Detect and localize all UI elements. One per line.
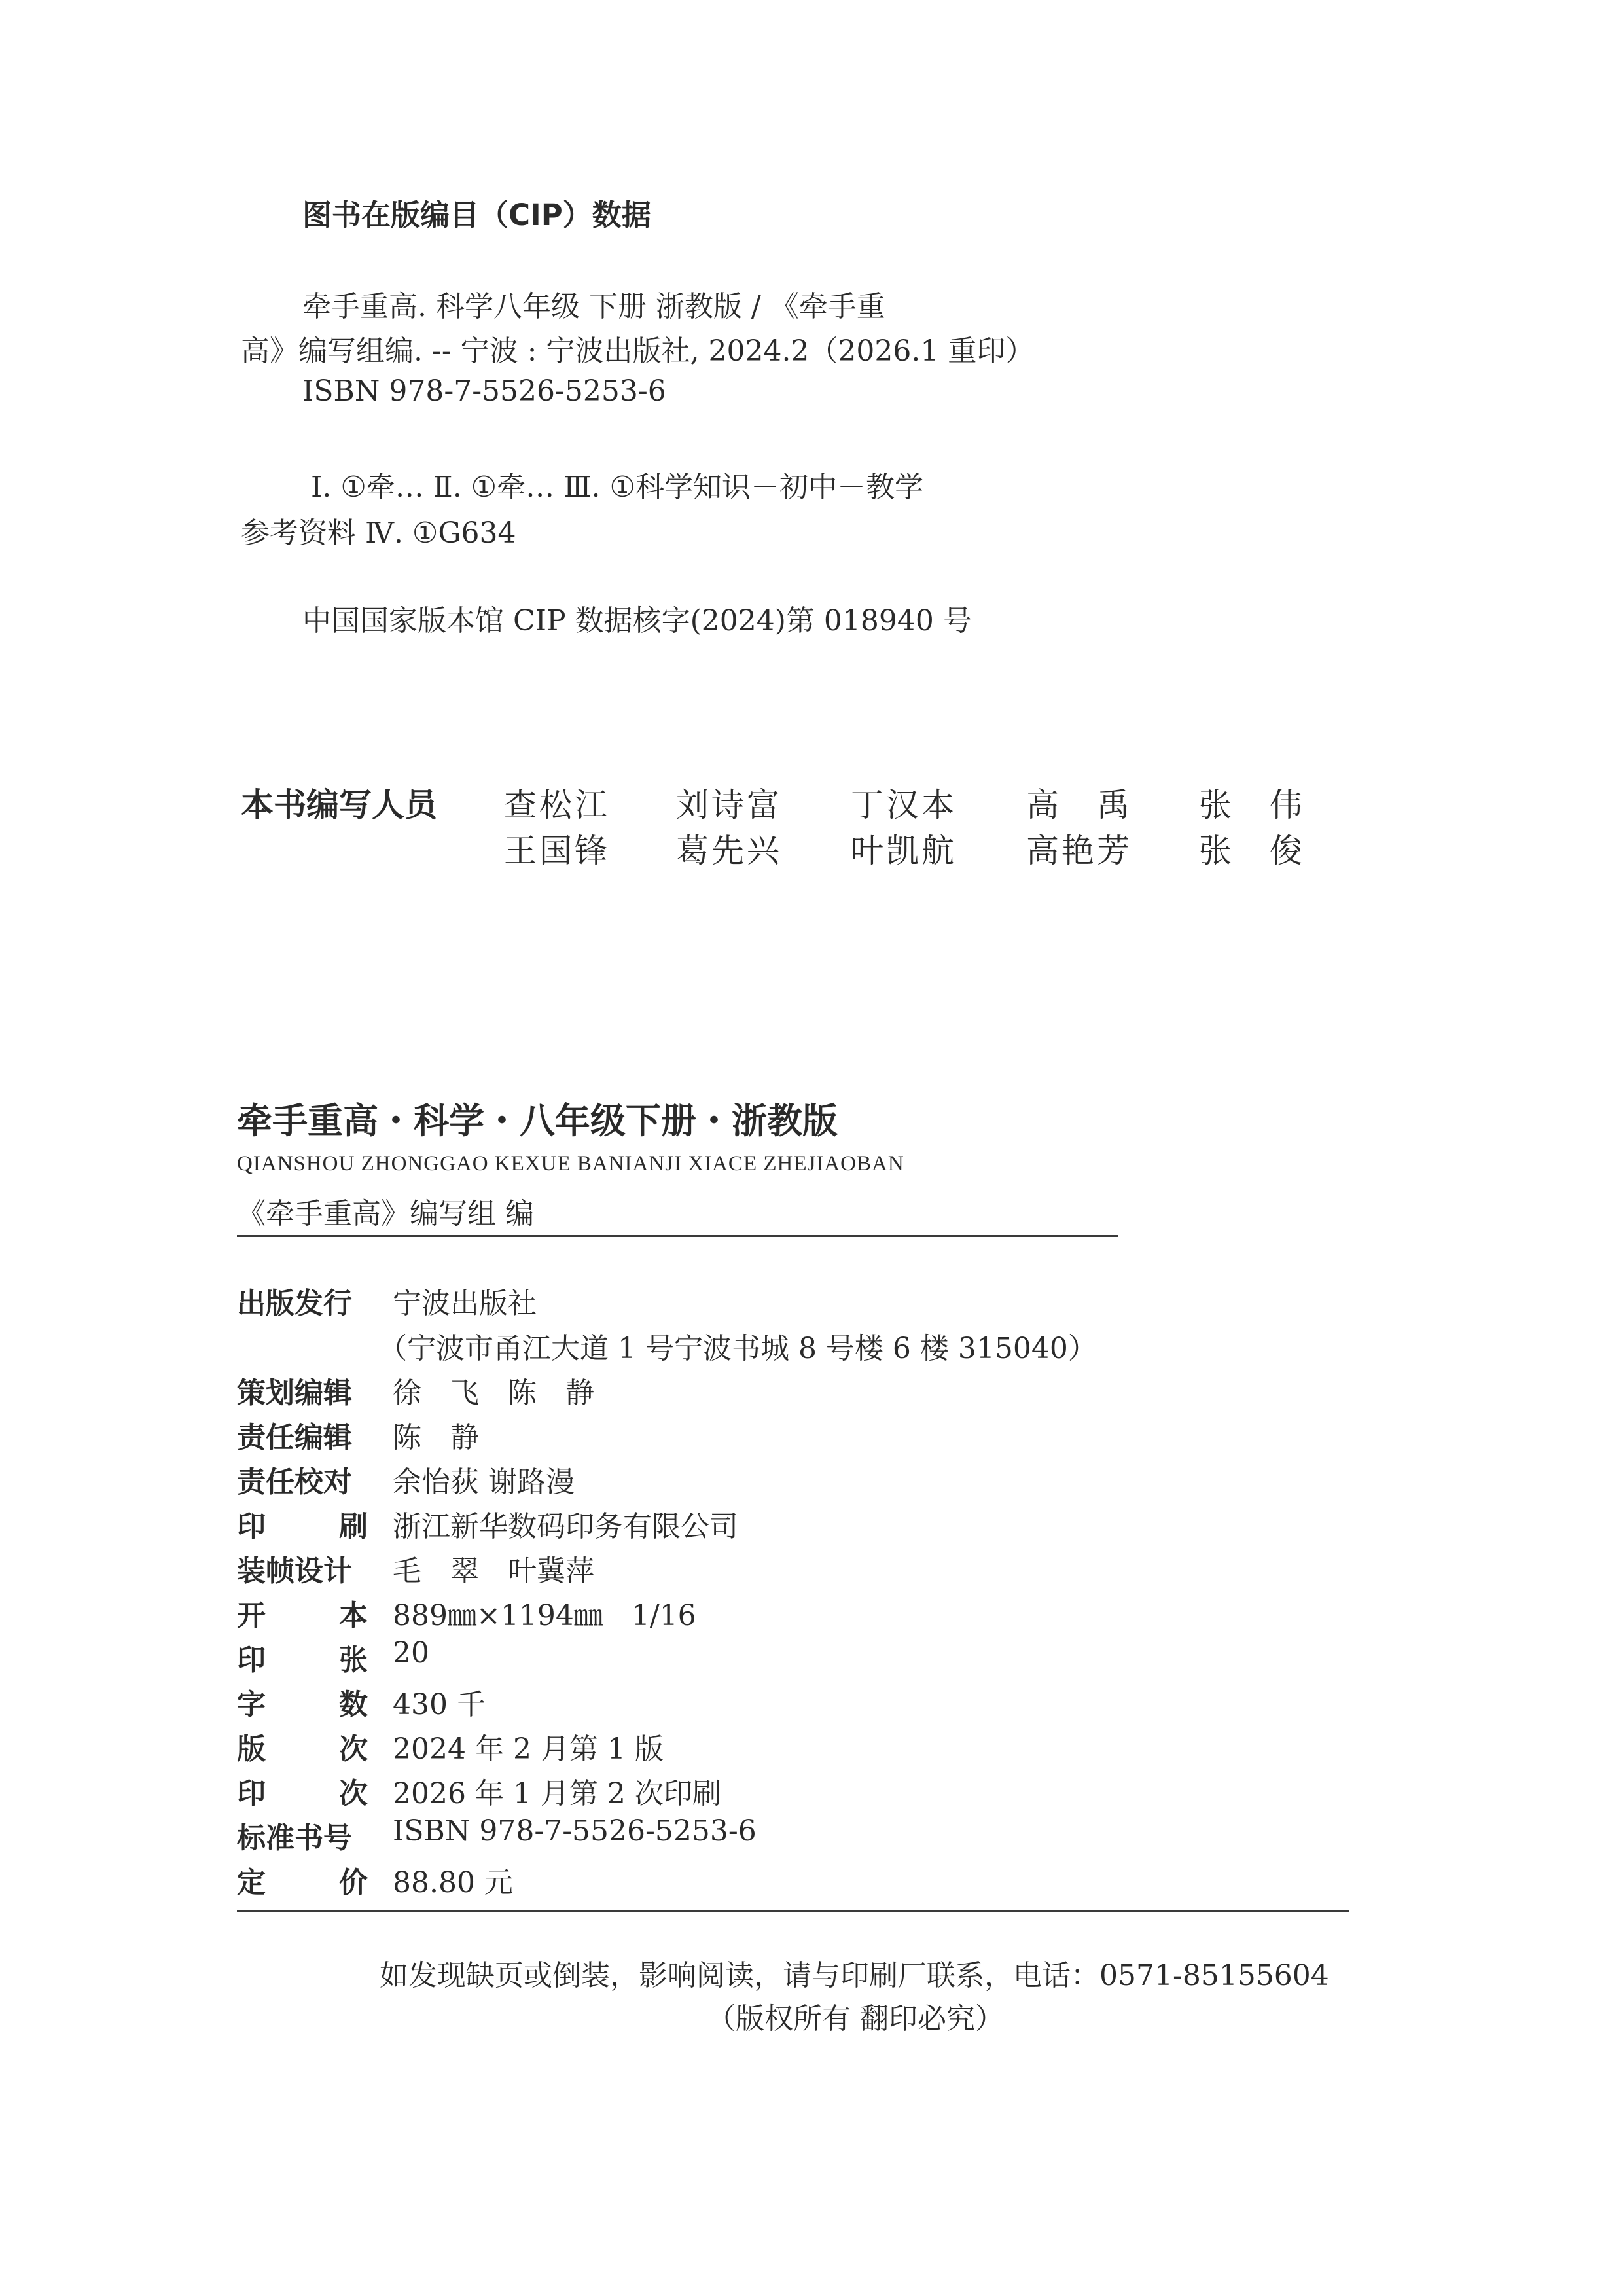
info-label-char: 字: [237, 1688, 266, 1721]
info-label-char: 版: [237, 1732, 266, 1766]
cip-line-classification-2: 参考资料 Ⅳ. ①G634: [241, 516, 516, 550]
info-value: 2024 年 2 月第 1 版: [393, 1732, 664, 1766]
info-label: [237, 1592, 368, 1634]
cip-title: 图书在版编目（CIP）数据: [302, 198, 651, 232]
info-label: 责任校对: [237, 1465, 352, 1499]
info-label: 责任编辑: [237, 1421, 352, 1454]
publisher-address: （宁波市甬江大道 1 号宁波书城 8 号楼 6 楼 315040）: [378, 1332, 1097, 1365]
author-name: 丁汉本: [851, 786, 957, 824]
info-value: 889㎜×1194㎜ 1/16: [393, 1599, 696, 1632]
info-label: [237, 1770, 368, 1812]
info-label-char: 本: [339, 1599, 368, 1632]
author-name: 刘诗富: [676, 786, 782, 824]
info-label-char: 次: [339, 1732, 368, 1766]
info-label: [237, 1503, 368, 1545]
info-value: 2026 年 1 月第 2 次印刷: [393, 1777, 721, 1810]
info-value: 陈 静: [393, 1421, 479, 1454]
info-value: 20: [393, 1636, 429, 1670]
info-label: [237, 1725, 368, 1767]
info-label-char: 定: [237, 1866, 266, 1899]
info-value: 毛 翠 叶冀萍: [393, 1554, 594, 1588]
info-label: 标准书号: [237, 1821, 352, 1855]
info-label: [237, 1681, 368, 1723]
info-label: [237, 1859, 368, 1901]
info-value: 余怡荻 谢路漫: [393, 1465, 575, 1499]
info-label: 策划编辑: [237, 1376, 352, 1410]
info-label-char: 印: [237, 1777, 266, 1810]
defect-notice: 如发现缺页或倒装，影响阅读，请与印刷厂联系，电话：0571-85155604: [380, 1959, 1329, 1992]
info-value: 徐 飞 陈 静: [393, 1376, 594, 1410]
info-value: 430 千: [393, 1688, 486, 1721]
book-editor: 《牵手重高》编写组 编: [237, 1197, 534, 1230]
info-value: 宁波出版社: [393, 1287, 537, 1320]
info-label: 装帧设计: [237, 1554, 352, 1588]
author-name: 葛先兴: [676, 832, 782, 870]
info-label-char: 次: [339, 1777, 368, 1810]
info-label-char: 开: [237, 1599, 266, 1632]
info-label-char: 印: [237, 1643, 266, 1677]
author-name: 高 禹: [1026, 786, 1132, 824]
info-label: [237, 1636, 368, 1678]
book-pinyin: QIANSHOU ZHONGGAO KEXUE BANIANJI XIACE ZHEJIAOBAN: [237, 1152, 904, 1175]
author-name: 查松江: [504, 786, 610, 824]
cip-line-isbn: ISBN 978-7-5526-5253-6: [302, 374, 666, 408]
author-name: 张 俊: [1199, 832, 1305, 870]
info-label-char: 印: [237, 1510, 266, 1543]
info-label: 出版发行: [237, 1287, 352, 1320]
author-name: 高艳芳: [1026, 832, 1132, 870]
info-divider: [237, 1910, 1349, 1912]
author-name: 王国锋: [504, 832, 610, 870]
authors-label: 本书编写人员: [241, 786, 437, 824]
book-title: 牵手重高・科学・八年级下册・浙教版: [237, 1100, 838, 1141]
info-value: 浙江新华数码印务有限公司: [393, 1510, 738, 1543]
cip-line-approval: 中国国家版本馆 CIP 数据核字(2024)第 018940 号: [302, 604, 972, 637]
info-value: ISBN 978-7-5526-5253-6: [393, 1814, 757, 1848]
info-label-char: 张: [339, 1643, 368, 1677]
author-name: 张 伟: [1199, 786, 1305, 824]
info-label-char: 刷: [339, 1510, 368, 1543]
info-value: 88.80 元: [393, 1866, 513, 1899]
info-label-char: 价: [339, 1866, 368, 1899]
title-divider: [237, 1235, 1118, 1237]
cip-line-1: 牵手重高. 科学八年级 下册 浙教版 / 《牵手重: [302, 290, 885, 323]
cip-line-2: 高》编写组编. -- 宁波 : 宁波出版社, 2024.2（2026.1 重印）: [241, 334, 1035, 368]
author-name: 叶凯航: [851, 832, 957, 870]
copyright-notice: （版权所有 翻印必究）: [707, 2002, 1004, 2036]
cip-line-classification: Ⅰ. ①牵… Ⅱ. ①牵… Ⅲ. ①科学知识－初中－教学: [311, 471, 923, 504]
info-label-char: 数: [339, 1688, 368, 1721]
